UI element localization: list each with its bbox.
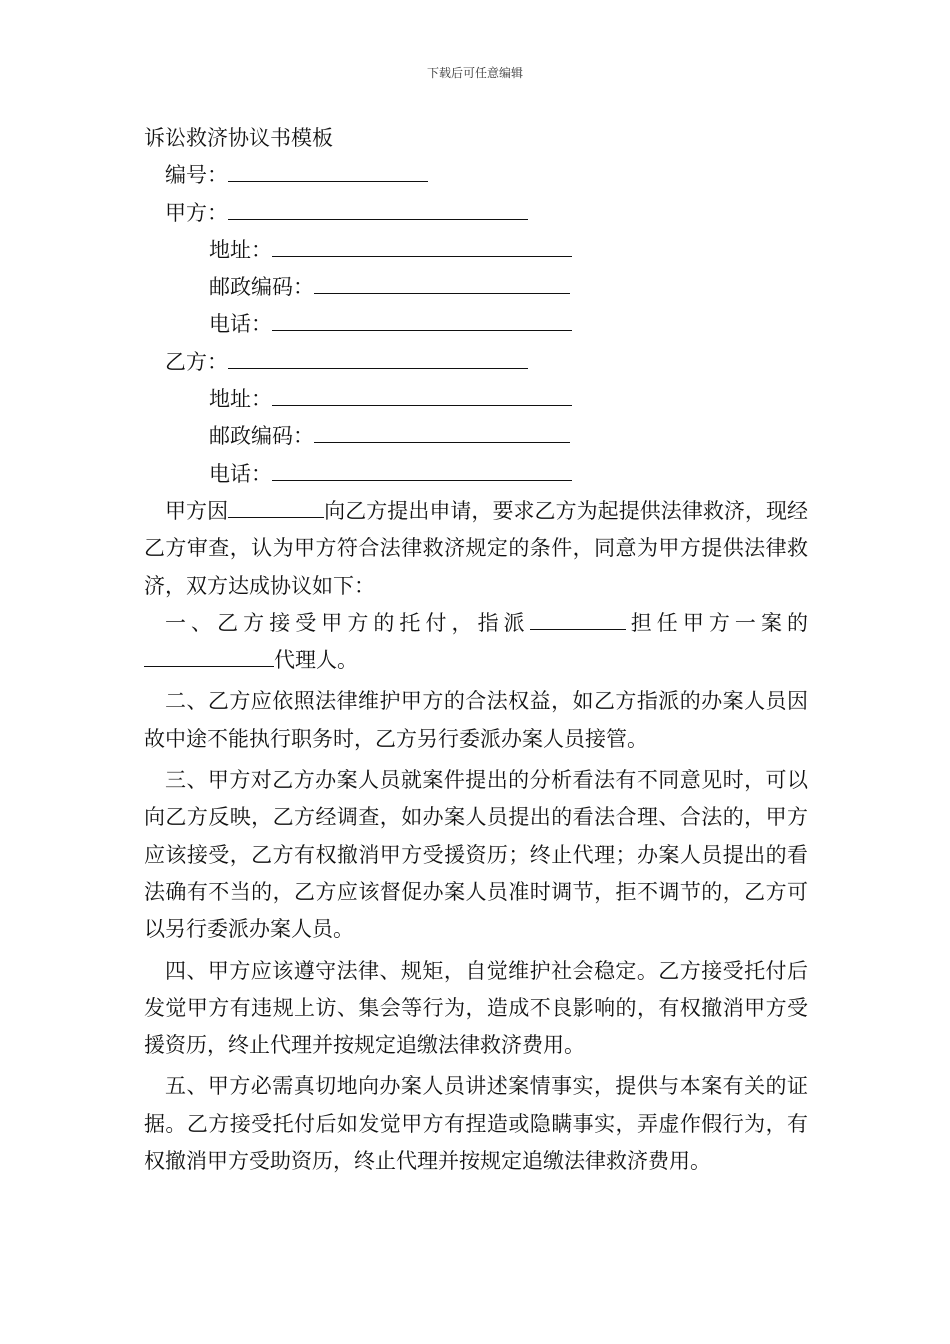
reason-blank[interactable] — [228, 493, 324, 518]
document-title: 诉讼救济协议书模板 — [144, 126, 333, 150]
party-b-phone-label: 电话： — [209, 461, 272, 486]
party-a-address-blank[interactable] — [272, 232, 572, 257]
party-a-blank[interactable] — [228, 195, 528, 220]
party-b-address-label: 地址： — [209, 387, 272, 412]
header-note: 下载后可任意编辑 — [426, 66, 523, 80]
number-field — [144, 157, 808, 194]
party-a-address-label: 地址： — [209, 237, 272, 262]
clause-2: 二、乙方应依照法律维护甲方的合法权益，如乙方指派的办案人员因故中途不能执行职务时，乙方另行委派办案人员接管。 — [144, 689, 808, 751]
party-b-blank[interactable] — [228, 344, 528, 369]
party-b-phone-field — [144, 456, 808, 493]
clause-1-text-3: 代理人。 — [274, 648, 358, 673]
intro-text-1: 甲方因 — [165, 498, 229, 523]
party-b-field — [144, 344, 808, 381]
party-b-postcode-field — [144, 418, 808, 455]
clause-1-text-2: 担任甲方一案的 — [625, 610, 809, 635]
clause-4: 四、甲方应该遵守法律、规矩，自觉维护社会稳定。乙方接受托付后发觉甲方有违规上访、集会等行为，造成不良影响的，有权撤消甲方受援资历，终止代理并按规定追缴法律救济费用。 — [144, 958, 808, 1058]
agreement-document — [144, 120, 808, 1180]
party-a-postcode-field — [144, 269, 808, 306]
number-blank[interactable] — [228, 157, 428, 182]
party-a-address-field — [144, 232, 808, 269]
clause-1-text-1: 一、乙方接受甲方的托付，指派 — [165, 610, 530, 635]
party-a-field — [144, 195, 808, 232]
number-label: 编号： — [165, 163, 228, 188]
appointee-blank[interactable] — [530, 605, 626, 630]
party-b-postcode-blank[interactable] — [314, 418, 570, 443]
intro-paragraph — [144, 493, 808, 605]
party-b-address-field — [144, 381, 808, 418]
party-a-label: 甲方： — [165, 200, 228, 225]
clause-5: 五、甲方必需真切地向办案人员讲述案情事实，提供与本案有关的证据。乙方接受托付后如发觉甲方有捏造或隐瞒事实，弄虚作假行为，有权撤消甲方受助资历，终止代理并按规定追缴法律救济费用。 — [144, 1074, 808, 1174]
clause-1 — [144, 605, 808, 680]
intro-text-2: 向乙方提出申请，要求乙方为起提供法律救济，现经乙方审查，认为甲方符合法律救济规定的条件，同意为甲方提供法律救济，双方达成协议如下： — [144, 498, 809, 598]
party-a-phone-blank[interactable] — [272, 306, 572, 331]
party-a-postcode-blank[interactable] — [314, 269, 570, 294]
party-a-postcode-label: 邮政编码： — [209, 275, 314, 300]
party-a-phone-label: 电话： — [209, 312, 272, 337]
case-role-blank[interactable] — [144, 642, 274, 667]
party-b-address-blank[interactable] — [272, 381, 572, 406]
party-b-phone-blank[interactable] — [272, 456, 572, 481]
party-b-label: 乙方： — [165, 349, 228, 374]
party-b-postcode-label: 邮政编码： — [209, 424, 314, 449]
clause-3: 三、甲方对乙方办案人员就案件提出的分析看法有不同意见时，可以向乙方反映，乙方经调查，如办案人员提出的看法合理、合法的，甲方应该接受，乙方有权撤消甲方受援资历；终止代理；办案人员提出的看法确有不当的，乙方应该督促办案人员准时调节，拒不调节的，乙方可以另行委派办案人员。 — [144, 768, 808, 942]
party-a-phone-field — [144, 306, 808, 343]
